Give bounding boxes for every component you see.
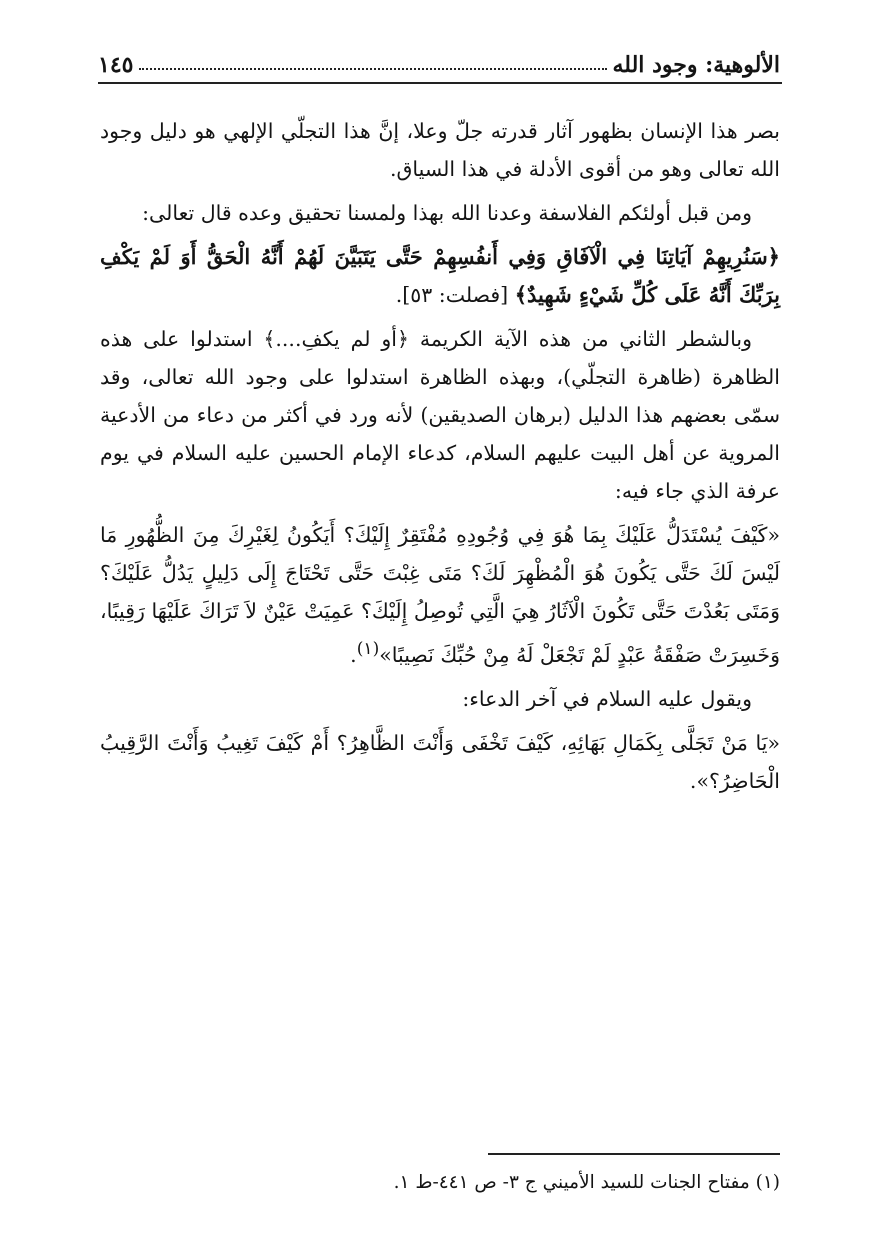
body-text [100,112,780,806]
page-number: ١٤٥ [98,52,134,78]
dua-quote-2: «يَا مَنْ تَجَلَّى بِكَمَالِ بَهَائِهِ، كَيْفَ تَخْفَى وَأَنْتَ الظَّاهِرُ؟ أَمْ كَيْفَ تَغِيبُ وَأَنْتَ الرَّقِيبُ الْحَاضِرُ؟». [100,730,780,793]
paragraph-3: وبالشطر الثاني من هذه الآية الكريمة ﴿أو لم يكفِ....﴾ استدلوا على هذه الظاهرة (ظاهرة التجلّي)، وبهذه الظاهرة استدلوا على وجود الله تعالى، وقد سمّى بعضهم هذا الدليل (برهان الصديقين) لأنه ورد في أكثر من دعاء من الأدعية المروية عن أهل البيت عليهم السلام، كدعاء الإمام الحسين عليه السلام في يوم عرفة الذي جاء فيه: [100,327,780,503]
dotted-leader [139,68,606,70]
footnote: (١) مفتاح الجنات للسيد الأميني ج ٣- ص ٤٤١-ط ١. [393,1172,780,1193]
paragraph-4: ويقول عليه السلام في آخر الدعاء: [462,686,752,711]
dua-text-1: «كَيْفَ يُسْتَدَلُّ عَلَيْكَ بِمَا هُوَ فِي وُجُودِهِ مُفْتَقِرٌ إِلَيْكَ؟ أَيَكُونُ لِغَيْرِكَ مِنَ الظُّهُورِ مَا لَيْسَ لَكَ حَتَّى يَكُونَ هُوَ الْمُظْهِرَ لَكَ؟ مَتَى غِبْتَ حَتَّى تَحْتَاجَ إِلَى دَلِيلٍ يَدُلُّ عَلَيْكَ؟ وَمَتَى بَعُدْتَ حَتَّى تَكُونَ الْآثَارُ هِيَ الَّتِي تُوصِلُ إِلَيْكَ؟ عَمِيَتْ عَيْنٌ لاَ تَرَاكَ عَلَيْهَا رَقِيبًا، وَخَسِرَتْ صَفْقَةُ عَبْدٍ لَمْ تَجْعَلْ لَهُ مِنْ حُبِّكَ نَصِيبًا» [100,523,780,667]
paragraph-2: ومن قبل أولئكم الفلاسفة وعدنا الله بهذا ولمسنا تحقيق وعده قال تعالى: [142,201,752,225]
verse-reference: [فصلت: ٥٣]. [395,283,509,307]
running-title: الألوهية: وجود الله [612,52,780,78]
header-rule [98,82,782,84]
dua-quote-1 [100,516,780,674]
quran-verse: ﴿سَنُرِيهِمْ آيَاتِنَا فِي الْآفَاقِ وَفِي أَنفُسِهِمْ حَتَّى يَتَبَيَّنَ لَهُمْ أَنَّهُ الْحَقُّ أَوَ لَمْ يَكْفِ بِرَبِّكَ أَنَّهُ عَلَى كُلِّ شَيْءٍ شَهِيدٌ﴾ [100,244,780,307]
verse-paragraph [100,238,780,314]
paragraph-1: بصر هذا الإنسان بظهور آثار قدرته جلّ وعلا، إنَّ هذا التجلّي الإلهي هو دليل وجود الله تعالى وهو من أقوى الأدلة في هذا السياق. [100,119,780,181]
page-header [98,38,780,78]
dua-end-1: . [350,642,357,667]
footnote-marker: (١) [356,639,380,659]
footnote-rule [488,1153,780,1155]
